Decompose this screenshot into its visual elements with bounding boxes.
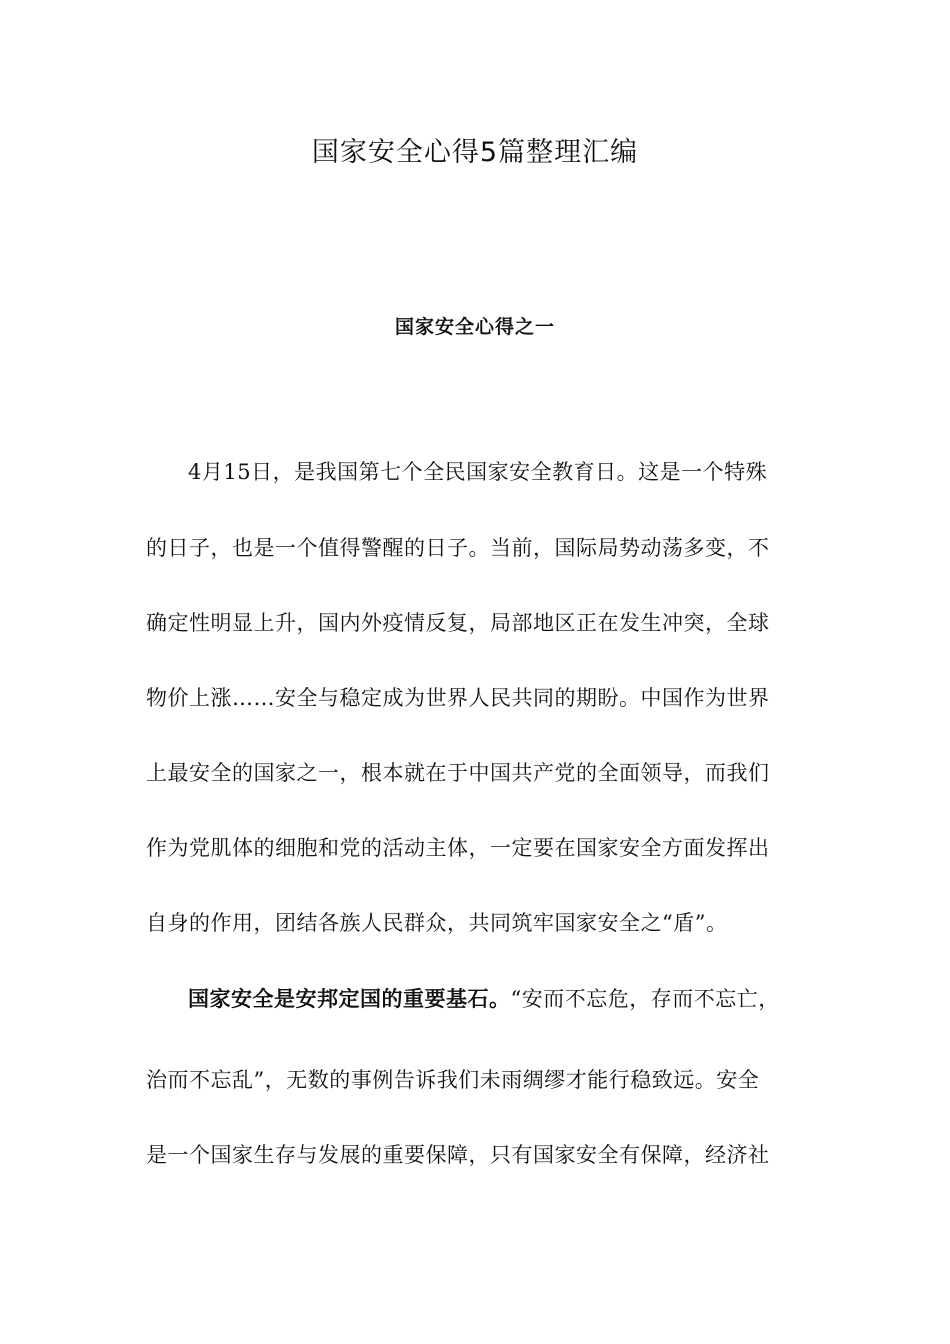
paragraph-line-rest: “安而不忘危，存而不忘亡， bbox=[510, 987, 780, 1011]
paragraph-line: 物价上涨……安全与稳定成为世界人民共同的期盼。中国作为世界 bbox=[146, 686, 770, 710]
paragraph-line: 自身的作用，团结各族人民群众，共同筑牢国家安全之“盾”。 bbox=[146, 911, 728, 935]
paragraph-line: 4月15日，是我国第七个全民国家安全教育日。这是一个特殊 bbox=[188, 460, 768, 484]
document-title: 国家安全心得5篇整理汇编 bbox=[311, 137, 639, 168]
paragraph-line: 确定性明显上升，国内外疫情反复，局部地区正在发生冲突，全球 bbox=[146, 611, 770, 635]
paragraph-line: 治而不忘乱”，无数的事例告诉我们未雨绸缪才能行稳致远。安全 bbox=[146, 1068, 760, 1092]
paragraph-line bbox=[188, 983, 780, 1013]
paragraph-line: 是一个国家生存与发展的重要保障，只有国家安全有保障，经济社 bbox=[146, 1143, 770, 1167]
paragraph-lead-heading: 国家安全是安邦定国的重要基石。 bbox=[188, 987, 511, 1011]
paragraph-line: 的日子，也是一个值得警醒的日子。当前，国际局势动荡多变，不 bbox=[146, 536, 770, 560]
section-title: 国家安全心得之一 bbox=[394, 316, 555, 338]
paragraph-line: 作为党肌体的细胞和党的活动主体，一定要在国家安全方面发挥出 bbox=[146, 836, 770, 860]
paragraph-line: 上最安全的国家之一，根本就在于中国共产党的全面领导，而我们 bbox=[146, 761, 770, 785]
